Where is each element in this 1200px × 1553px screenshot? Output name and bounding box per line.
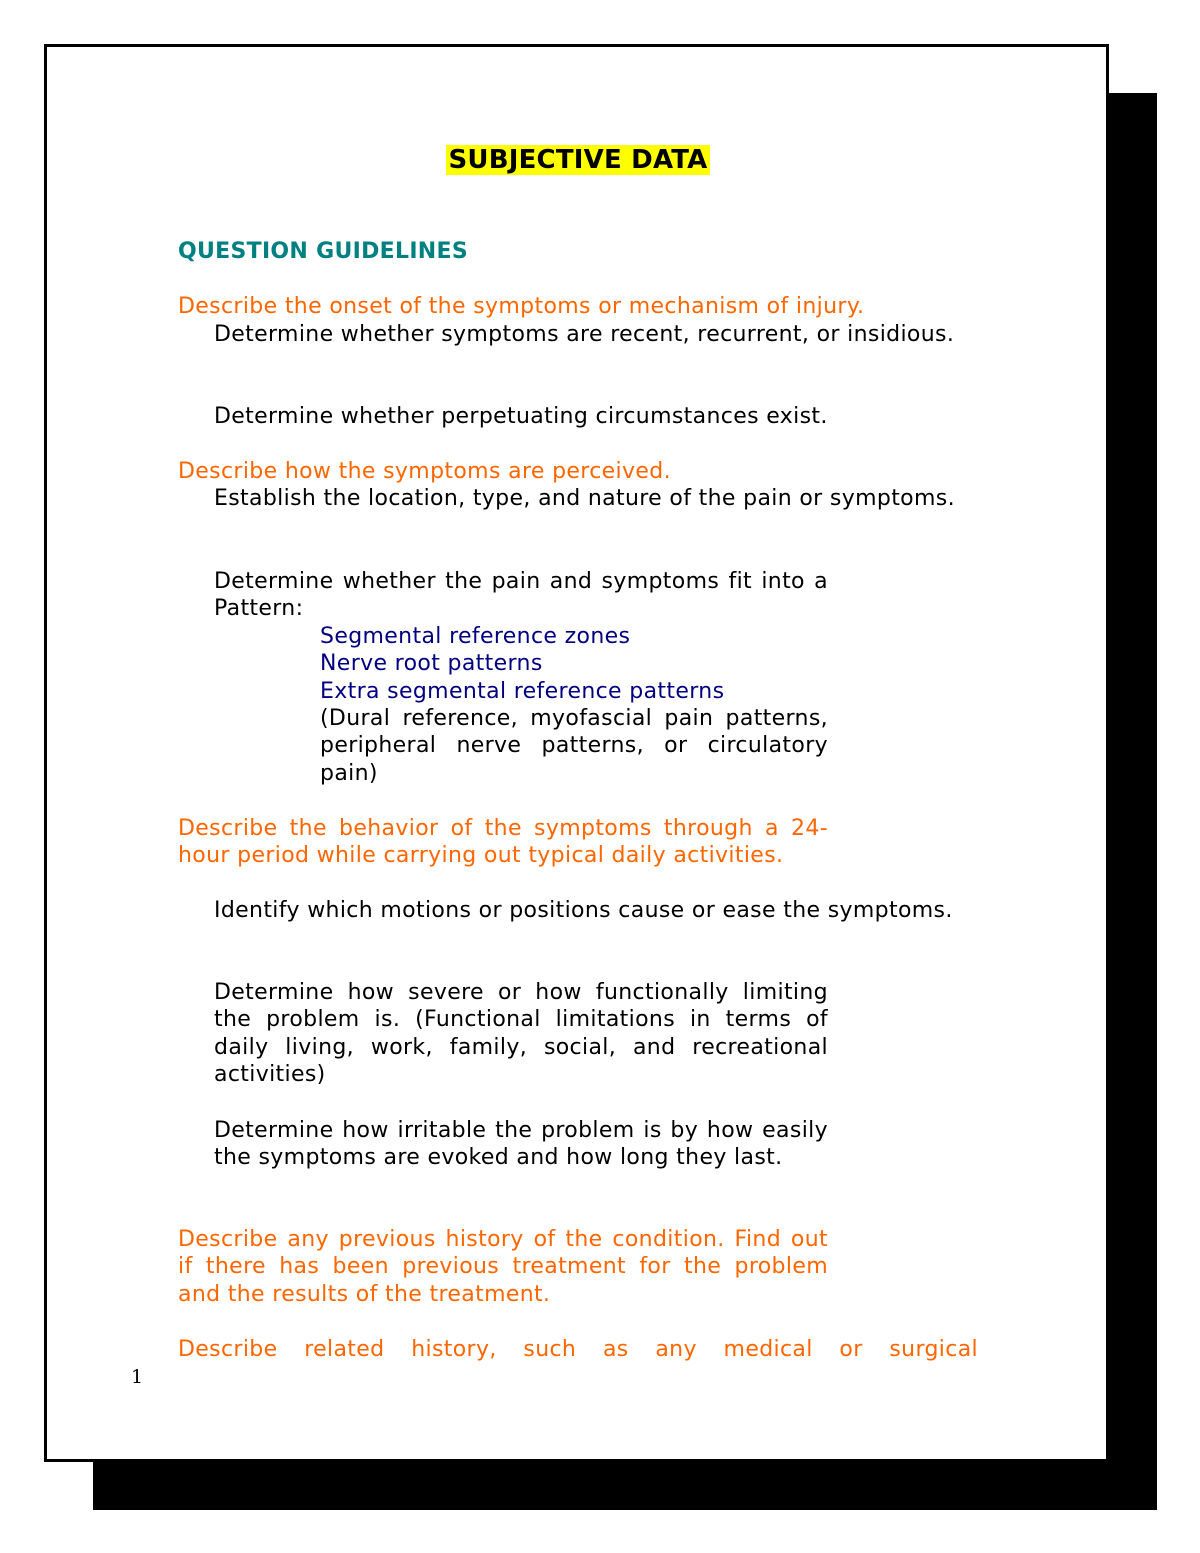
question-3-item-3: Determine how irritable the problem is by how easily the symptoms are evoked and how long they last. (214, 1118, 828, 1171)
pattern-item-3: Extra segmental reference patterns (320, 679, 725, 704)
question-2-heading: Describe how the symptoms are perceived. (178, 459, 671, 484)
question-4-heading: Describe any previous history of the condition. Find out if there has been previous treatment for the problem and the results of the treatment. (178, 1227, 828, 1307)
question-1-heading: Describe the onset of the symptoms or mechanism of injury. (178, 294, 865, 319)
pattern-item-2: Nerve root patterns (320, 651, 543, 676)
question-2-item-2: Determine whether the pain and symptoms fit into a Pattern: (214, 569, 828, 622)
page-title: SUBJECTIVE DATA (448, 145, 708, 175)
document-page (44, 44, 1109, 1462)
page-number: 1 (131, 1366, 144, 1388)
pattern-note: (Dural reference, myofascial pain patterns, peripheral nerve patterns, or circulatory pain) (320, 706, 828, 786)
question-5-heading: Describe related history, such as any medical or surgical (178, 1337, 978, 1362)
question-2-item-1: Establish the location, type, and nature of the pain or symptoms. (214, 486, 955, 511)
pattern-item-1: Segmental reference zones (320, 624, 631, 649)
question-1-item-1: Determine whether symptoms are recent, recurrent, or insidious. (214, 322, 955, 347)
question-3-item-2: Determine how severe or how functionally limiting the problem is. (Functional limitations in terms of daily living, work, family, social, and recreational activities) (214, 980, 828, 1088)
title-container (178, 144, 978, 176)
question-3-item-1: Identify which motions or positions cause or ease the symptoms. (214, 898, 953, 923)
question-1-item-2: Determine whether perpetuating circumstances exist. (214, 404, 828, 429)
section-heading: QUESTION GUIDELINES (178, 239, 468, 264)
question-3-heading: Describe the behavior of the symptoms through a 24-hour period while carrying out typical daily activities. (178, 816, 828, 869)
